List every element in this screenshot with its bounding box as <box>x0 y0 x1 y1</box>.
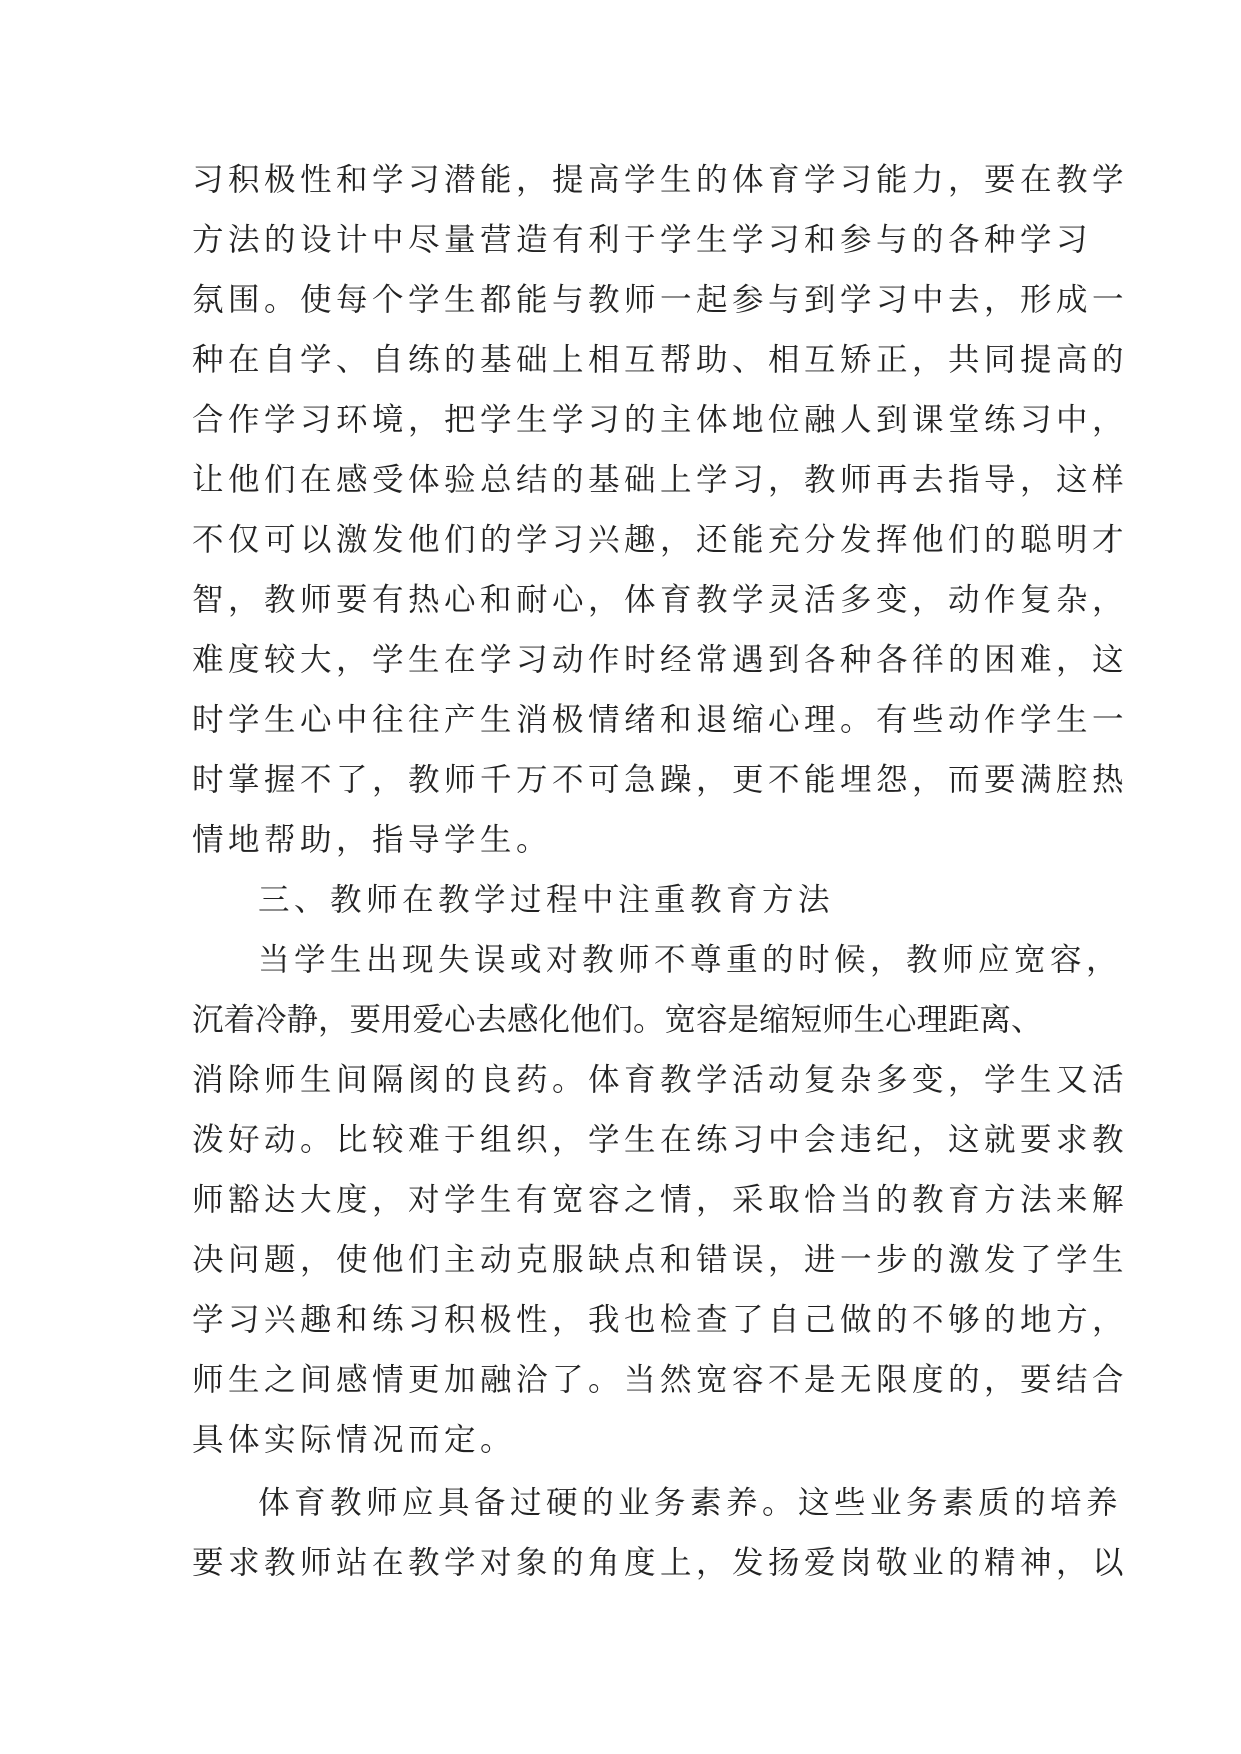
paragraph-3-line-1: 体育教师应具备过硬的业务素养。这些业务素质的培养 <box>258 1485 1123 1521</box>
paragraph-1-line-9: 难度较大，学生在学习动作时经常遇到各种各徉的困难，这 <box>192 642 1129 678</box>
paragraph-2-line-5: 师豁达大度，对学生有宽容之情，采取恰当的教育方法来解 <box>192 1182 1129 1218</box>
paragraph-2-line-4: 泼好动。比较难于组织，学生在练习中会违纪，这就要求教 <box>192 1122 1129 1158</box>
paragraph-1-line-6: 让他们在感受体验总结的基础上学习，教师再去指导，这样 <box>192 462 1129 498</box>
paragraph-2-line-8: 师生之间感情更加融洽了。当然宽容不是无限度的，要结合 <box>192 1362 1129 1398</box>
paragraph-1-line-2: 方法的设计中尽量营造有利于学生学习和参与的各种学习 <box>192 222 1093 258</box>
paragraph-1-line-1: 习积极性和学习潜能，提高学生的体育学习能力，要在教学 <box>192 162 1129 198</box>
paragraph-2-line-3: 消除师生间隔阂的良药。体育教学活动复杂多变，学生又活 <box>192 1062 1129 1098</box>
paragraph-2-line-7: 学习兴趣和练习积极性，我也检查了自己做的不够的地方， <box>192 1302 1129 1338</box>
paragraph-1-line-10: 时学生心中往往产生消极情绪和退缩心理。有些动作学生一 <box>192 702 1129 738</box>
paragraph-1-line-12: 情地帮助，指导学生。 <box>192 822 553 858</box>
paragraph-1-line-5: 合作学习环境，把学生学习的主体地位融人到课堂练习中， <box>192 402 1129 438</box>
paragraph-2-line-2: 沉着冷静，要用爱心去感化他们。宽容是缩短师生心理距离、 <box>192 1002 1043 1038</box>
paragraph-2-line-6: 决问题，使他们主动克服缺点和错误，进一步的激发了学生 <box>192 1242 1129 1278</box>
paragraph-1-line-11: 时掌握不了，教师千万不可急躁，更不能埋怨，而要满腔热 <box>192 762 1129 798</box>
paragraph-3-line-2: 要求教师站在教学对象的角度上，发扬爱岗敬业的精神，以 <box>192 1545 1129 1581</box>
section-heading-3: 三、教师在教学过程中注重教育方法 <box>258 882 835 918</box>
paragraph-1-line-3: 氛围。使每个学生都能与教师一起参与到学习中去，形成一 <box>192 282 1129 318</box>
paragraph-1-line-7: 不仅可以激发他们的学习兴趣，还能充分发挥他们的聪明才 <box>192 522 1129 558</box>
paragraph-2-line-1: 当学生出现失误或对教师不尊重的时候，教师应宽容， <box>258 942 1123 978</box>
document-body <box>192 150 1129 1593</box>
paragraph-1-line-4: 种在自学、自练的基础上相互帮助、相互矫正，共同提高的 <box>192 342 1129 378</box>
paragraph-2-line-9: 具体实际情况而定。 <box>192 1422 517 1458</box>
paragraph-1-line-8: 智，教师要有热心和耐心，体育教学灵活多变，动作复杂， <box>192 582 1129 618</box>
